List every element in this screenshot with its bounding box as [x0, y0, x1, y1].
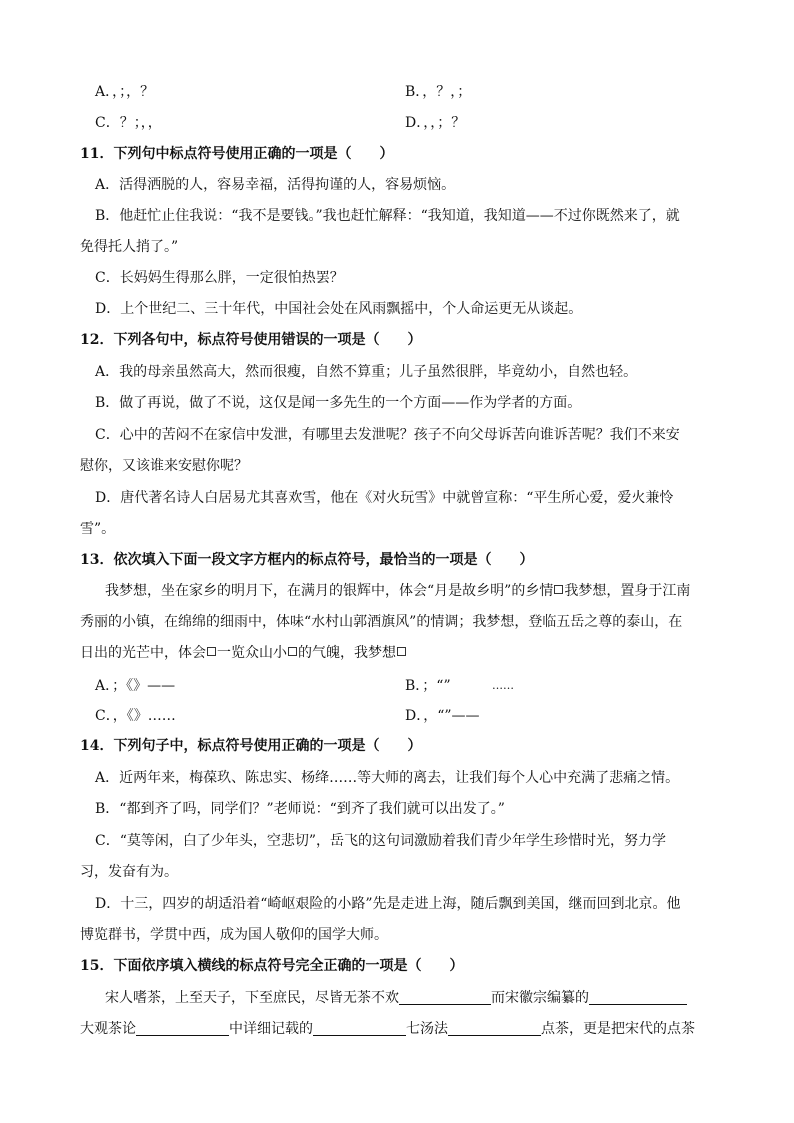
fill-blank-1[interactable]: [399, 988, 491, 1005]
q13-passage-text: 我梦想，置身于江南: [564, 583, 691, 599]
q14-option-c-row2: [0, 860, 794, 884]
q11-option-b-row2: [0, 235, 794, 259]
q12-option-b-row: [0, 391, 794, 415]
fill-blank-2[interactable]: [589, 988, 687, 1005]
punctuation-box: [207, 647, 216, 656]
q12-option-c-row: [0, 423, 794, 447]
q13-passage-line3: [0, 641, 794, 665]
q15-passage-line1: [0, 986, 794, 1010]
q14-option-a: A．近两年来，梅葆玖、陈忠实、杨绛……等大师的离去，让我们每个人心中充满了悲痛之情。: [95, 770, 680, 786]
q14-option-b-row: [0, 797, 794, 821]
q10-options-row2: [0, 111, 794, 135]
q13-options-row1: [0, 674, 794, 698]
q13-option-b-ellipsis: ……: [492, 679, 514, 692]
q13-option-a: A．；《》——: [95, 678, 176, 694]
q15-passage-line2: [0, 1017, 794, 1041]
q15-stem: 15．下面依序填入横线的标点符号完全正确的一项是（ ）: [80, 958, 464, 974]
fill-blank-4[interactable]: [313, 1019, 406, 1036]
q10-option-c: C．？；，，: [95, 115, 162, 131]
q12-stem-row: [0, 328, 794, 352]
q10-option-d: D．，，；？: [405, 115, 466, 131]
q13-option-c: C．，《》……: [95, 708, 176, 724]
q12-stem: 12．下列各句中，标点符号使用错误的一项是（ ）: [80, 332, 422, 348]
q12-option-d-line1: D．唐代著名诗人白居易尤其喜欢雪，他在《对火玩雪》中就曾宣称：“平生所心爱，爱火兼怜: [95, 490, 674, 506]
punctuation-box: [554, 585, 563, 594]
q11-option-a-row: [0, 173, 794, 197]
q13-passage-text: 的气魄，我梦想: [298, 645, 396, 661]
q14-option-d-line1: D．十三，四岁的胡适沿着“崎岖艰险的小路”先是走进上海，随后飘到美国，继而回到北京。他: [95, 896, 681, 912]
q11-stem: 11．下列句中标点符号使用正确的一项是（ ）: [80, 146, 394, 162]
q13-passage-line1: [0, 579, 794, 603]
q13-options-row2: [0, 704, 794, 728]
q15-passage-text: 中详细记载的: [229, 1021, 313, 1037]
q11-option-b-line2: 免得托人捎了。”: [80, 239, 179, 255]
q14-option-d-row: [0, 892, 794, 916]
q13-option-b: B．；“”: [405, 678, 451, 694]
q14-option-c-line1: C．“莫等闲，白了少年头，空悲切”，岳飞的这句词激励着我们青少年学生珍惜时光，努力学: [95, 833, 667, 849]
q11-option-d: D．上个世纪二、三十年代，中国社会处在风雨飘摇中，个人命运更无从谈起。: [95, 301, 583, 317]
q13-passage-text: 我梦想，坐在家乡的明月下，在满月的银辉中，体会“月是故乡明”的乡情: [105, 583, 554, 599]
q15-passage-text: 宋人嗜茶，上至天子，下至庶民，尽皆无茶不欢: [105, 990, 399, 1006]
q12-option-c-line1: C．心中的苦闷不在家信中发泄，有哪里去发泄呢？孩子不向父母诉苦向谁诉苦呢？我们不来安: [95, 427, 680, 443]
q14-option-b: B．“都到齐了吗，同学们？”老师说：“到齐了我们就可以出发了。”: [95, 801, 505, 817]
punctuation-box: [288, 647, 297, 656]
q15-passage-text: 七汤法: [406, 1021, 448, 1037]
q10-option-b: B．，？，；: [405, 84, 472, 100]
punctuation-box: [397, 647, 406, 656]
q12-option-a-row: [0, 360, 794, 384]
q12-option-d-row: [0, 486, 794, 510]
q13-passage-text: 日出的光芒中，体会: [80, 645, 206, 661]
q12-option-b: B．做了再说，做了不说，这仅是闻一多先生的一个方面——作为学者的方面。: [95, 395, 582, 411]
q11-option-c: C．长妈妈生得那么胖，一定很怕热罢？: [95, 270, 344, 286]
q13-stem-row: [0, 548, 794, 572]
q12-option-d-row2: [0, 517, 794, 541]
q13-passage-line2: [0, 610, 794, 634]
q11-option-a: A．活得洒脱的人，容易幸福，活得拘谨的人，容易烦恼。: [95, 177, 456, 193]
q11-option-b-line1: B．他赶忙止住我说：“我不是要钱。”我也赶忙解释：“我知道，我知道——不过你既然来了，就: [95, 208, 680, 224]
q13-passage-text: 秀丽的小镇，在绵绵的细雨中，体味“水村山郭酒旗风”的情调；我梦想，登临五岳之尊的泰山，在: [80, 614, 683, 630]
q15-passage-text: 而宋徽宗编纂的: [491, 990, 589, 1006]
q13-passage-text: 一览众山小: [217, 645, 287, 661]
q14-option-d-row2: [0, 923, 794, 947]
fill-blank-5[interactable]: [448, 1019, 541, 1036]
q12-option-a: A．我的母亲虽然高大，然而很瘦，自然不算重；儿子虽然很胖，毕竟幼小，自然也轻。: [95, 364, 638, 380]
q15-passage-text: 大观茶论: [80, 1021, 136, 1037]
q12-option-c-row2: [0, 454, 794, 478]
q11-stem-row: [0, 142, 794, 166]
q14-stem: 14．下列句子中，标点符号使用正确的一项是（ ）: [80, 738, 422, 754]
q14-stem-row: [0, 734, 794, 758]
q11-option-d-row: [0, 297, 794, 321]
q15-passage-text: 点茶，更是把宋代的点茶: [541, 1021, 695, 1037]
q10-options-row1: [0, 80, 794, 104]
q12-option-c-line2: 慰你，又该谁来安慰你呢？: [80, 458, 248, 474]
q14-option-d-line2: 博览群书，学贯中西，成为国人敬仰的国学大师。: [80, 927, 388, 943]
q15-stem-row: [0, 954, 794, 978]
q14-option-a-row: [0, 766, 794, 790]
fill-blank-3[interactable]: [136, 1019, 229, 1036]
q13-option-d: D．，“”——: [405, 708, 480, 724]
q11-option-b-row: [0, 204, 794, 228]
q12-option-d-line2: 雪”。: [80, 521, 116, 537]
q14-option-c-row: [0, 829, 794, 853]
q10-option-a: A．，；，？: [95, 84, 155, 100]
q14-option-c-line2: 习，发奋有为。: [80, 864, 178, 880]
q11-option-c-row: [0, 266, 794, 290]
q13-stem: 13．依次填入下面一段文字方框内的标点符号，最恰当的一项是（ ）: [80, 552, 534, 568]
